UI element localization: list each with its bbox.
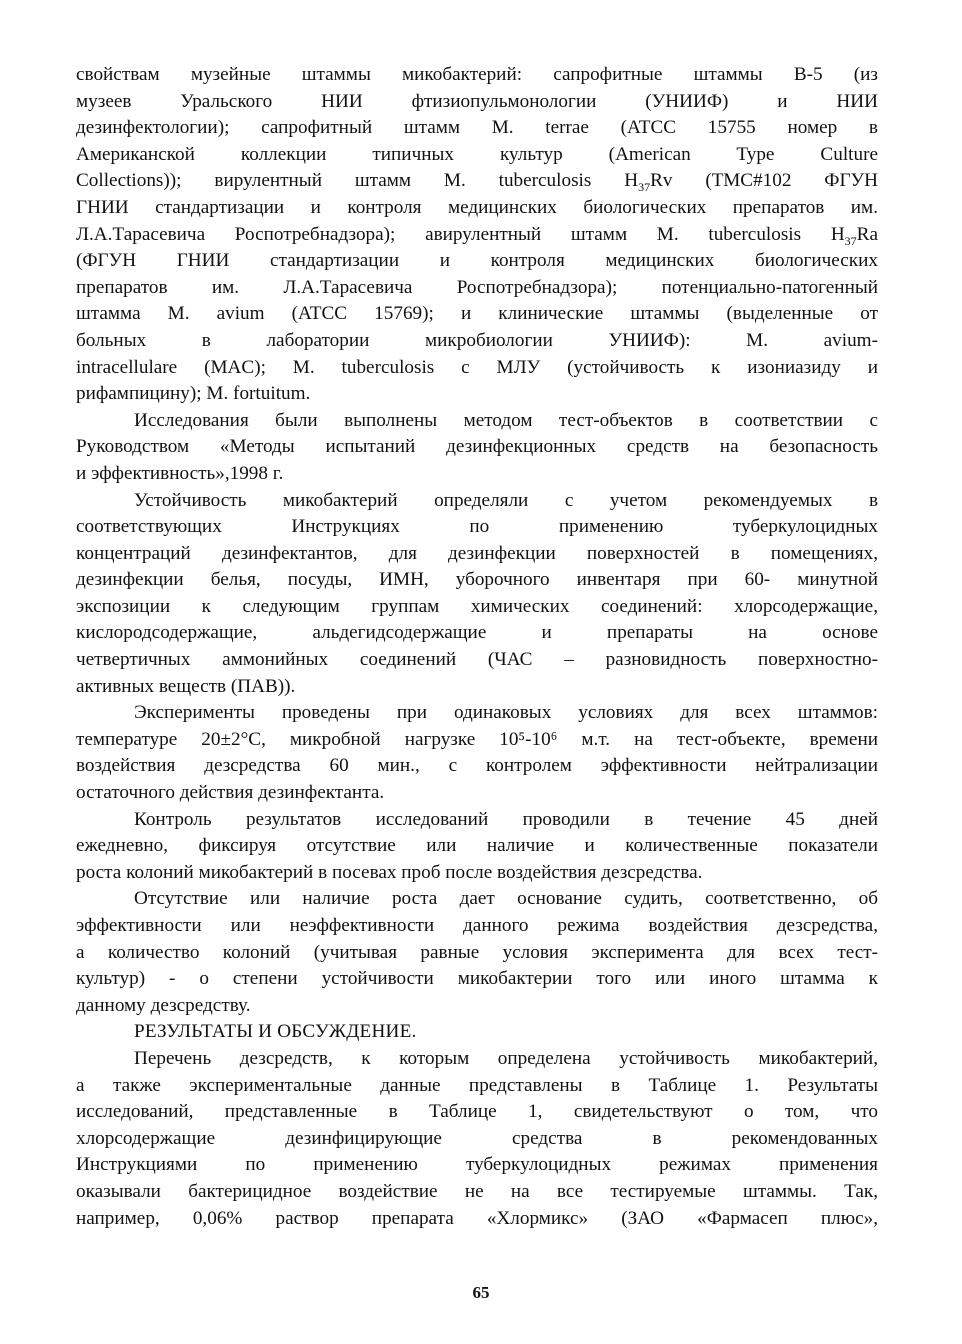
text-line: Л.А.Тарасевича Роспотребнадзора); авирулентный штамм M. tuberculosis $H_{37}Ra$ [76, 223, 878, 248]
text-line: Эксперименты проведены при одинаковых условиях для всех штаммов: [134, 702, 878, 724]
text-line: Руководством «Методы испытаний дезинфекционных средств на безопасность [76, 436, 878, 458]
text-line: Перечень дезсредств, к которым определена устойчивость микобактерий, [134, 1047, 878, 1069]
text-line: музеев Уральского НИИ фтизиопульмонологии (УНИИФ) и НИИ [76, 90, 878, 112]
text-line: Collections)); вирулентный штамм M. tuberculosis $H_{37}Rv$ (ТМС#102 ФГУН [76, 170, 878, 195]
paragraph [76, 700, 878, 806]
text-line: Отсутствие или наличие роста дает основание судить, соответственно, об [134, 888, 878, 910]
text-line: (ФГУН ГНИИ стандартизации и контроля медицинских биологических [76, 250, 878, 272]
text-line: концентраций дезинфектантов, для дезинфекции поверхностей в помещениях, [76, 542, 878, 564]
text-line: кислородсодержащие, альдегидсодержащие и препараты на основе [76, 622, 878, 644]
text-line: культур) - о степени устойчивости микобактерии того или иного штамма к [76, 968, 878, 990]
paragraph [76, 62, 878, 408]
text-line: intracellulare (MAC); M. tuberculosis с МЛУ (устойчивость к изониазиду и [76, 356, 878, 378]
paragraph [76, 886, 878, 1019]
page-number: 65 [472, 1283, 490, 1302]
text-line: ежедневно, фиксируя отсутствие или наличие и количественные показатели [76, 835, 878, 857]
text-line: температуре 20±2°С, микробной нагрузке 10⁵-10⁶ м.т. на тест-объекте, времени [76, 728, 878, 750]
text-line: свойствам музейные штаммы микобактерий: сапрофитные штаммы В-5 (из [76, 64, 878, 85]
text-line: воздействия дезсредства 60 мин., с контролем эффективности нейтрализации [76, 755, 878, 777]
text-line: остаточного действия дезинфектанта. [76, 782, 385, 804]
paragraph [76, 1046, 878, 1232]
document-page [76, 62, 878, 1232]
text-line: а также экспериментальные данные представлены в Таблице 1. Результаты [76, 1074, 878, 1096]
text-line: и эффективность»,1998 г. [76, 462, 284, 484]
text-line: активных веществ (ПАВ)). [76, 675, 296, 697]
text-line: роста колоний микобактерий в посевах проб после воздействия дезсредства. [76, 861, 703, 883]
text-line: Американской коллекции типичных культур (American Type Culture [76, 143, 878, 165]
text-line: ГНИИ стандартизации и контроля медицинских биологических препаратов им. [76, 196, 878, 218]
text-line: четвертичных аммонийных соединений (ЧАС – разновидность поверхностно- [76, 649, 878, 671]
text-line: больных в лаборатории микробиологии УНИИФ): M. avium- [76, 329, 878, 351]
text-line: Устойчивость микобактерий определяли с учетом рекомендуемых в [134, 489, 878, 511]
text-line: рифампицину); M. fortuitum. [76, 383, 311, 405]
text-line: Контроль результатов исследований проводили в течение 45 дней [134, 808, 878, 830]
text-line: дезинфектологии); сапрофитный штамм M. terrae (ATCC 15755 номер в [76, 117, 878, 139]
text-line: препаратов им. Л.А.Тарасевича Роспотребнадзора); потенциально-патогенный [76, 276, 878, 298]
text-line: экспозиции к следующим группам химических соединений: хлорсодержащие, [76, 595, 878, 617]
text-line: исследований, представленные в Таблице 1, свидетельствуют о том, что [76, 1101, 878, 1123]
text-line: Инструкциями по применению туберкулоцидных режимах применения [76, 1154, 878, 1176]
text-line: соответствующих Инструкциях по применению туберкулоцидных [76, 516, 878, 538]
paragraph [76, 408, 878, 488]
paragraph [76, 807, 878, 887]
text-line: оказывали бактерицидное воздействие не на все тестируемые штаммы. Так, [76, 1180, 878, 1202]
text-line: эффективности или неэффективности данного режима воздействия дезсредства, [76, 915, 878, 936]
text-line: штамма M. avium (ATCC 15769); и клинические штаммы (выделенные от [76, 303, 878, 325]
text-line: Исследования были выполнены методом тест-объектов в соответствии с [134, 409, 878, 431]
text-line: дезинфекции белья, посуды, ИМН, уборочного инвентаря при 60- минутной [76, 569, 878, 591]
text-line: а количество колоний (учитывая равные условия эксперимента для всех тест- [76, 941, 878, 963]
text-line: например, 0,06% раствор препарата «Хлормикс» (ЗАО «Фармасеп плюс», [76, 1207, 878, 1229]
text-line: хлорсодержащие дезинфицирующие средства в рекомендованных [76, 1127, 878, 1149]
section-heading: РЕЗУЛЬТАТЫ И ОБСУЖДЕНИЕ. [134, 1021, 417, 1043]
text-line: данному дезсредству. [76, 994, 251, 1016]
paragraph [76, 488, 878, 701]
